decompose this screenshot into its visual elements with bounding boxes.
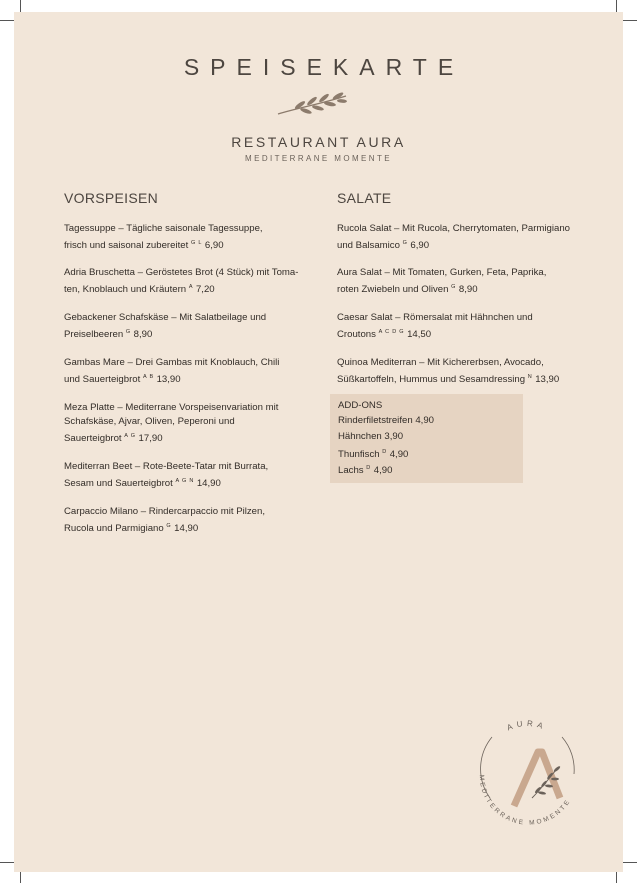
addon-item: [338, 445, 408, 462]
item-price: 8,90: [133, 329, 153, 340]
addon-price: 4,90: [415, 415, 435, 426]
logo-a-mark-icon: [514, 752, 561, 806]
menu-item: [337, 266, 595, 297]
allergen-codes: A B: [142, 374, 154, 380]
logo-brand-text: AURA: [505, 718, 548, 733]
addon-item: [338, 414, 434, 428]
menu-item: [64, 311, 322, 342]
crop-mark: [623, 20, 637, 21]
addon-item: [338, 461, 392, 478]
menu-item: [64, 266, 322, 297]
item-price: 13,90: [535, 374, 560, 385]
allergen-codes: D: [366, 465, 372, 471]
allergen-codes: G: [402, 240, 408, 246]
item-text: Sauerteigbrot: [64, 433, 122, 444]
allergen-codes: N: [527, 374, 533, 380]
menu-item: [64, 222, 322, 253]
item-price: 7,20: [195, 284, 215, 295]
addon-name: Thunfisch: [338, 449, 380, 460]
svg-text:AURA: [506, 719, 548, 733]
menu-item: [64, 401, 322, 446]
addon-price: 3,90: [384, 431, 404, 442]
item-text: Rucola und Parmigiano: [64, 523, 164, 534]
item-text: Adria Bruschetta – Geröstetes Brot (4 Stück) mit Toma-: [64, 267, 299, 278]
addon-name: Rinderfiletstreifen: [338, 415, 413, 426]
item-price: 8,90: [458, 284, 478, 295]
item-text: Tagessuppe – Tägliche saisonale Tagessuppe,: [64, 223, 263, 234]
allergen-codes: D: [382, 449, 388, 455]
restaurant-name: RESTAURANT AURA: [231, 134, 406, 150]
item-price: 17,90: [138, 433, 163, 444]
aura-logo: [462, 702, 592, 832]
addon-price: 4,90: [373, 465, 393, 476]
item-text: Rucola Salat – Mit Rucola, Cherrytomaten, Parmigiano: [337, 223, 571, 234]
item-text: Carpaccio Milano – Rindercarpaccio mit Pilzen,: [64, 506, 266, 517]
menu-item: [64, 356, 322, 387]
item-text: Preiselbeeren: [64, 329, 124, 340]
item-text: und Sauerteigbrot: [64, 374, 141, 385]
crop-mark: [0, 862, 14, 863]
item-price: 14,90: [196, 478, 221, 489]
allergen-codes: G L: [190, 240, 203, 246]
logo-tagline-text: MEDITERRANE MOMENTE: [477, 774, 573, 827]
item-text: und Balsamico: [337, 240, 400, 251]
allergen-codes: G: [166, 523, 172, 529]
item-price: 13,90: [156, 374, 181, 385]
item-text: Sesam und Sauerteigbrot: [64, 478, 173, 489]
item-text: Aura Salat – Mit Tomaten, Gurken, Feta, Paprika,: [337, 267, 547, 278]
allergen-codes: A G: [124, 433, 136, 439]
item-text: Gambas Mare – Drei Gambas mit Knoblauch, Chili: [64, 357, 280, 368]
item-price: 6,90: [410, 240, 430, 251]
item-text: Süßkartoffeln, Hummus und Sesamdressing: [337, 374, 526, 385]
addon-name: Hähnchen: [338, 431, 382, 442]
addon-name: Lachs: [338, 465, 364, 476]
menu-item: [64, 460, 322, 491]
item-text: roten Zwiebeln und Oliven: [337, 284, 449, 295]
item-text: Quinoa Mediterran – Mit Kichererbsen, Avocado,: [337, 357, 544, 368]
addons-box: [330, 394, 523, 483]
addon-price: 4,90: [389, 449, 409, 460]
allergen-codes: A G N: [175, 478, 195, 484]
item-text: Caesar Salat – Römersalat mit Hähnchen und: [337, 312, 533, 323]
allergen-codes: A C D G: [378, 329, 405, 335]
item-text: ten, Knoblauch und Kräutern: [64, 284, 187, 295]
olive-branch-icon: [276, 92, 350, 118]
addons-title: ADD-ONS: [338, 400, 383, 411]
item-price: 14,90: [174, 523, 199, 534]
item-text: Schafskäse, Ajvar, Oliven, Peperoni und: [64, 416, 235, 427]
menu-item: [64, 505, 322, 536]
crop-mark: [0, 20, 14, 21]
menu-item: [337, 311, 595, 342]
allergen-codes: A: [188, 284, 194, 290]
menu-item: [337, 222, 595, 253]
item-text: frisch und saisonal zubereitet: [64, 240, 189, 251]
crop-mark: [623, 862, 637, 863]
item-text: Gebackener Schafskäse – Mit Salatbeilage und: [64, 312, 267, 323]
section-title-salate: SALATE: [337, 190, 392, 206]
menu-page: [14, 12, 623, 872]
item-price: 14,50: [407, 329, 432, 340]
item-price: 6,90: [204, 240, 224, 251]
menu-title: SPEISEKARTE: [183, 54, 465, 80]
item-text: Croutons: [337, 329, 376, 340]
section-title-vorspeisen: VORSPEISEN: [64, 190, 159, 206]
item-text: Mediterran Beet – Rote-Beete-Tatar mit Burrata,: [64, 461, 269, 472]
allergen-codes: G: [125, 329, 131, 335]
allergen-codes: G: [451, 284, 457, 290]
item-text: Meza Platte – Mediterrane Vorspeisenvariation mit: [64, 402, 279, 413]
menu-item: [337, 356, 595, 387]
restaurant-tagline: MEDITERRANE MOMENTE: [245, 154, 392, 163]
addon-item: [338, 430, 403, 444]
